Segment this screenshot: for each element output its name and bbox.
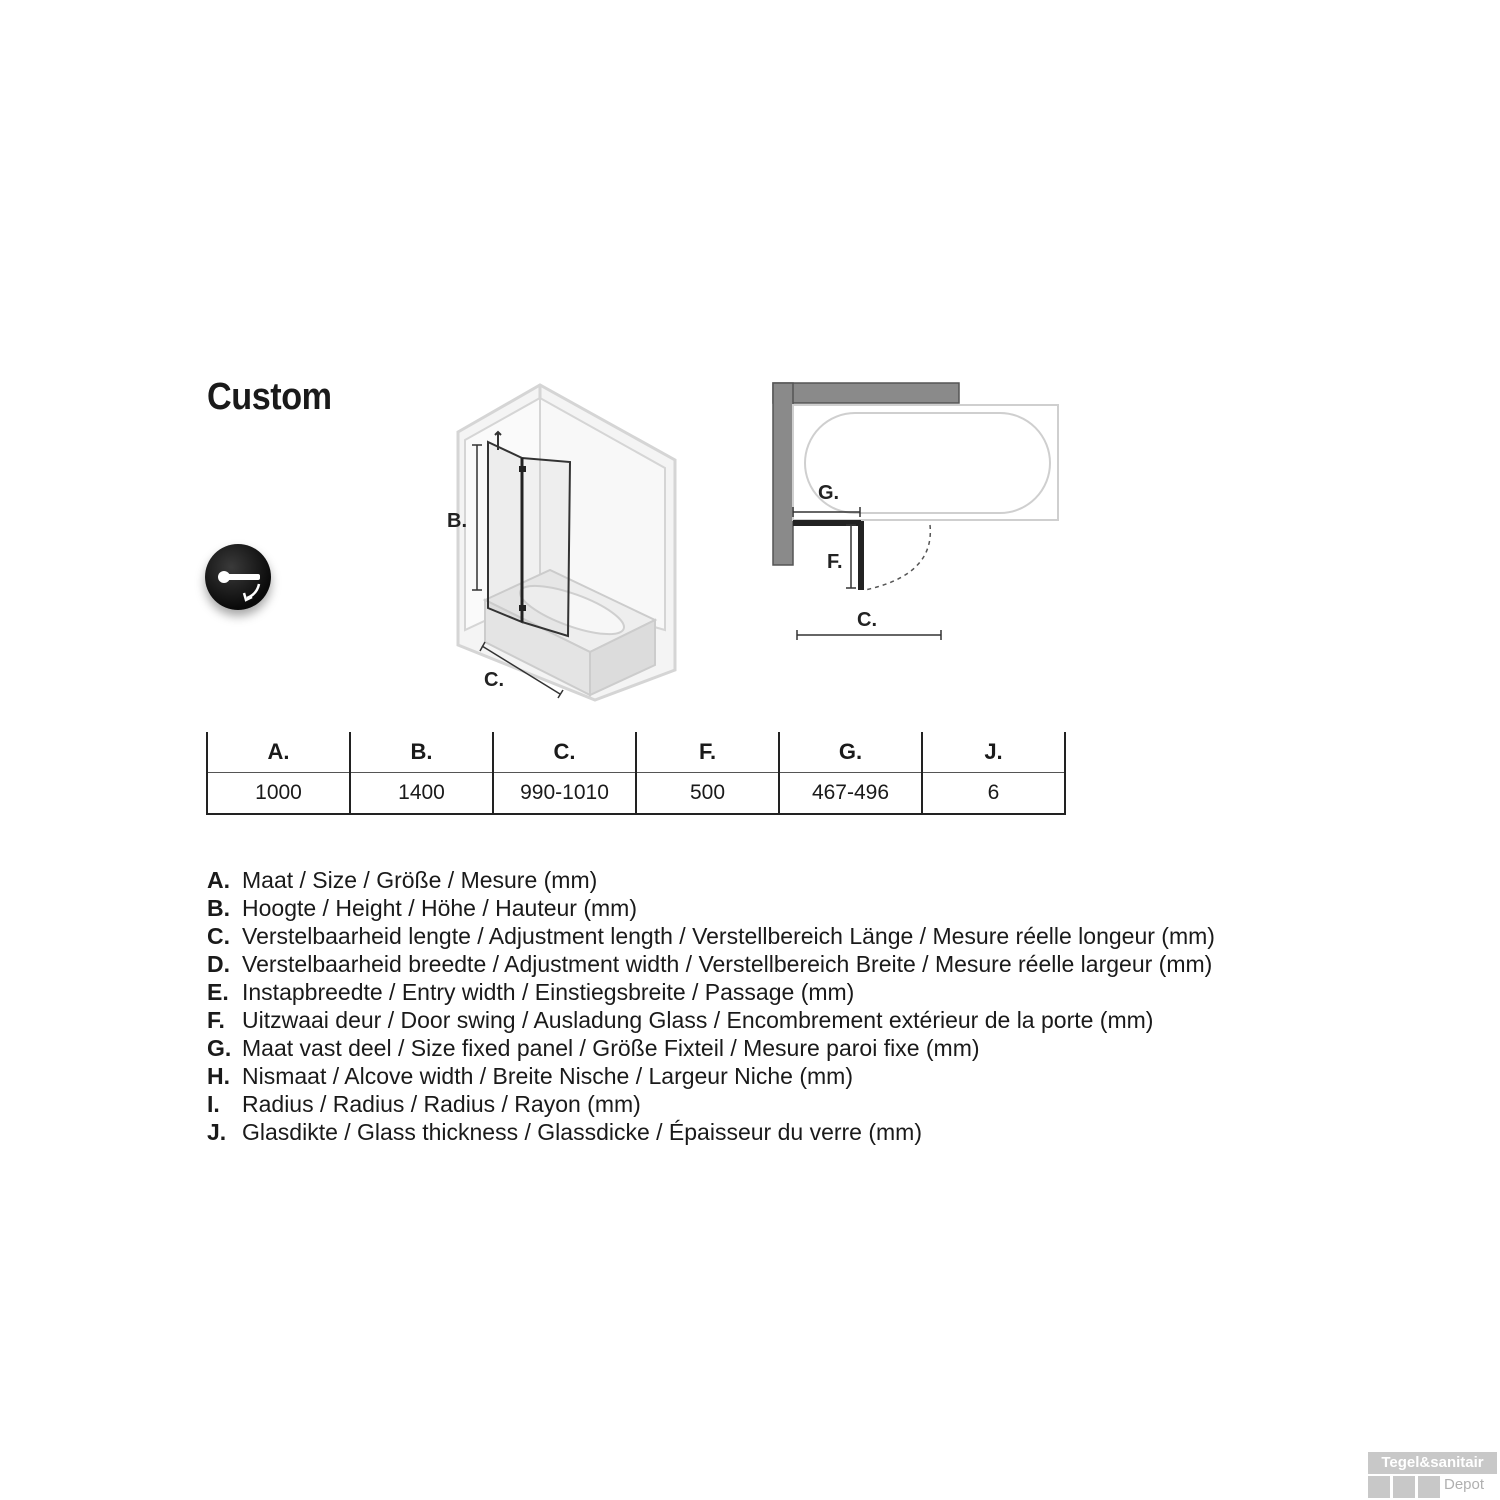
swing-arrow-icon: [205, 544, 271, 610]
tile-icon: [1393, 1476, 1415, 1498]
legend-key: I.: [207, 1091, 220, 1117]
legend-item: [207, 894, 1215, 922]
header-a: A.: [207, 732, 350, 773]
isometric-diagram: [440, 380, 690, 710]
legend-item: [207, 1034, 1215, 1062]
hinge-top: [519, 466, 526, 472]
side-wall: [773, 383, 793, 565]
door-swing-arc: [865, 525, 930, 590]
watermark-brand: Tegel&sanitair: [1368, 1452, 1497, 1474]
header-g: G.: [779, 732, 922, 773]
legend-key: A.: [207, 867, 230, 893]
legend-key: H.: [207, 1063, 230, 1089]
legend-key: J.: [207, 1119, 227, 1145]
value-a: 1000: [207, 773, 350, 815]
legend-text: Verstelbaarheid lengte / Adjustment length / Verstellbereich Länge / Mesure réelle longeur (mm): [242, 923, 1215, 949]
value-f: 500: [636, 773, 779, 815]
legend-key: B.: [207, 895, 230, 921]
legend-text: Maat vast deel / Size fixed panel / Größe Fixteil / Mesure paroi fixe (mm): [242, 1035, 980, 1061]
page-title: Custom: [207, 376, 332, 418]
bathtub-basin: [805, 413, 1050, 513]
back-wall: [773, 383, 959, 403]
table-header-row: [207, 732, 1065, 773]
legend-key: G.: [207, 1035, 232, 1061]
drop-icon: [1368, 1476, 1390, 1498]
value-c: 990-1010: [493, 773, 636, 815]
hinge-bottom: [519, 605, 526, 611]
reversible-door-badge: [205, 544, 271, 610]
legend-text: Glasdikte / Glass thickness / Glassdicke / Épaisseur du verre (mm): [242, 1119, 922, 1145]
dimension-b-label: B.: [447, 510, 467, 532]
watermark-sub: Depot: [1444, 1476, 1485, 1493]
legend-key: D.: [207, 951, 230, 977]
value-g: 467-496: [779, 773, 922, 815]
dimension-f-label: F.: [827, 551, 843, 573]
header-f: F.: [636, 732, 779, 773]
legend-item: [207, 1118, 1215, 1146]
legend-item: [207, 978, 1215, 1006]
legend-item: [207, 1062, 1215, 1090]
legend-text: Uitzwaai deur / Door swing / Ausladung Glass / Encombrement extérieur de la porte (mm): [242, 1007, 1154, 1033]
value-b: 1400: [350, 773, 493, 815]
legend-key: E.: [207, 979, 229, 1005]
swing-glass-panel: [522, 458, 570, 636]
specification-table: [206, 732, 1066, 815]
legend-item: [207, 950, 1215, 978]
legend-key: F.: [207, 1007, 225, 1033]
header-b: B.: [350, 732, 493, 773]
tile-icon: [1418, 1476, 1440, 1498]
legend-text: Hoogte / Height / Höhe / Hauteur (mm): [242, 895, 637, 921]
legend-key: C.: [207, 923, 230, 949]
legend-item: [207, 922, 1215, 950]
legend-item: [207, 1006, 1215, 1034]
legend-list: [207, 866, 1215, 1146]
legend-text: Verstelbaarheid breedte / Adjustment width / Verstellbereich Breite / Mesure réelle largeur (mm): [242, 951, 1213, 977]
dimension-c-label: C.: [857, 609, 877, 631]
dimension-g-label: G.: [818, 482, 840, 504]
dimension-c-label: C.: [484, 669, 504, 691]
table-row: [207, 773, 1065, 815]
header-j: J.: [922, 732, 1065, 773]
value-j: 6: [922, 773, 1065, 815]
brand-watermark: [1368, 1452, 1497, 1500]
legend-text: Nismaat / Alcove width / Breite Nische / Largeur Niche (mm): [242, 1063, 853, 1089]
fixed-glass-panel: [488, 442, 522, 622]
plan-diagram: [765, 375, 1065, 645]
legend-item: [207, 866, 1215, 894]
legend-text: Instapbreedte / Entry width / Einstiegsbreite / Passage (mm): [242, 979, 855, 1005]
legend-text: Radius / Radius / Radius / Rayon (mm): [242, 1091, 641, 1117]
legend-text: Maat / Size / Größe / Mesure (mm): [242, 867, 598, 893]
legend-item: [207, 1090, 1215, 1118]
header-c: C.: [493, 732, 636, 773]
